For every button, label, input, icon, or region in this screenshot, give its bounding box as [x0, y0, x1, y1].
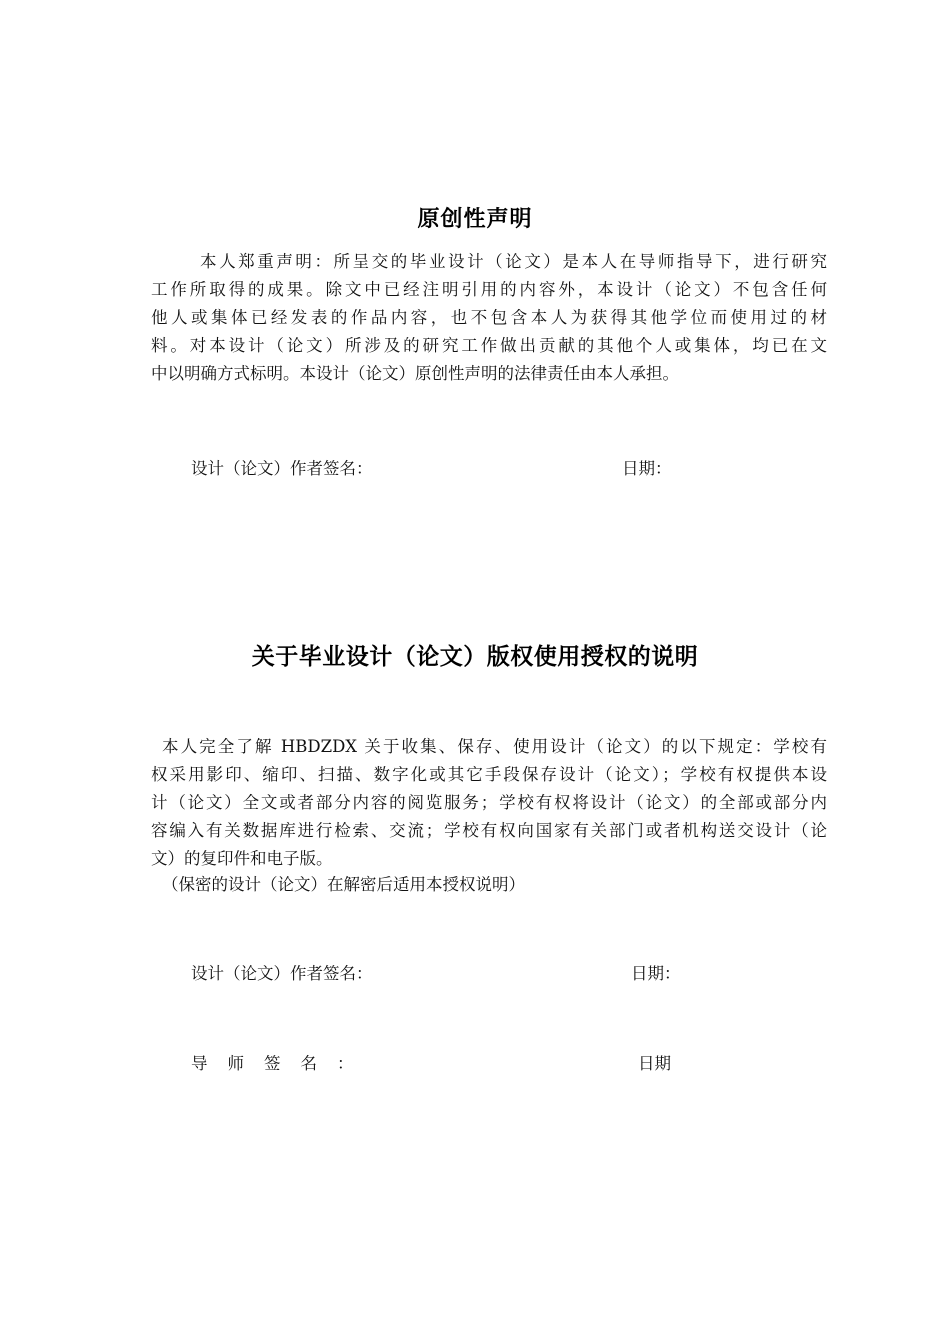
authorization-line: 文）的复印件和电子版。 — [151, 849, 333, 868]
authorization-line: 本人完全了解 HBDZDX 关于收集、保存、使用设计（论文）的以下规定：学校有 — [162, 737, 827, 756]
advisor-signature-label: 导师签名： — [191, 1054, 374, 1073]
declaration-line: 料。对本设计（论文）所涉及的研究工作做出贡献的其他个人或集体，均已在文 — [151, 336, 827, 355]
author-signature-label: 设计（论文）作者签名： — [191, 964, 373, 983]
advisor-date-label: 日期 — [638, 1054, 671, 1073]
author-date-label: 日期： — [631, 964, 681, 983]
declaration-line: 中以明确方式标明。本设计（论文）原创性声明的法律责任由本人承担。 — [151, 364, 679, 383]
declaration-date-label: 日期： — [622, 459, 672, 478]
authorization-line: 权采用影印、缩印、扫描、数字化或其它手段保存设计（论文）；学校有权提供本设 — [151, 765, 827, 784]
authorization-line: 计（论文）全文或者部分内容的阅览服务；学校有权将设计（论文）的全部或部分内 — [151, 793, 827, 812]
declaration-line: 本人郑重声明：所呈交的毕业设计（论文）是本人在导师指导下，进行研究 — [200, 252, 827, 271]
declaration-signature-label: 设计（论文）作者签名： — [191, 459, 373, 478]
declaration-title: 原创性声明 — [417, 207, 533, 232]
declaration-line: 工作所取得的成果。除文中已经注明引用的内容外，本设计（论文）不包含任何 — [151, 280, 827, 299]
authorization-note: （保密的设计（论文）在解密后适用本授权说明） — [162, 875, 525, 894]
authorization-line: 容编入有关数据库进行检索、交流；学校有权向国家有关部门或者机构送交设计（论 — [151, 821, 827, 840]
authorization-title: 关于毕业设计（论文）版权使用授权的说明 — [251, 644, 699, 670]
declaration-line: 他人或集体已经发表的作品内容，也不包含本人为获得其他学位而使用过的材 — [151, 308, 827, 327]
